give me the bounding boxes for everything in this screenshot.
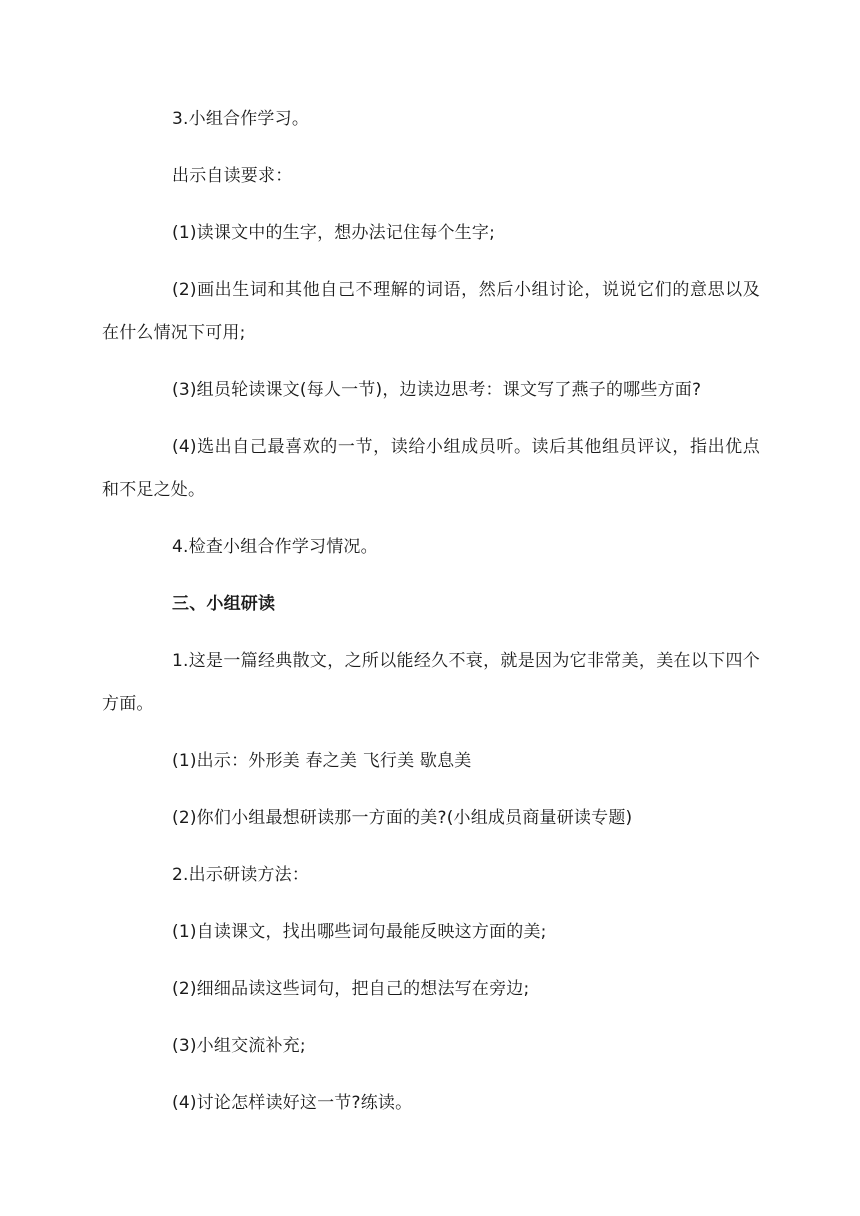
document-body xyxy=(102,98,760,1125)
paragraph-reading-requirements: 出示自读要求： xyxy=(172,166,293,186)
section-heading: 三、小组研读 xyxy=(172,594,276,614)
paragraph-method-2: (2)细细品读这些词句，把自己的想法写在旁边; xyxy=(172,979,530,999)
paragraph-requirement-2: (2)画出生词和其他自己不理解的词语，然后小组讨论，说说它们的意思以及在什么情况下可用; xyxy=(102,280,760,343)
paragraph-check-study: 4.检查小组合作学习情况。 xyxy=(172,537,378,557)
paragraph-group-study: 3.小组合作学习。 xyxy=(172,109,310,129)
paragraph-method-1: (1)自读课文，找出哪些词句最能反映这方面的美; xyxy=(172,922,547,942)
paragraph-method-3: (3)小组交流补充; xyxy=(172,1036,306,1056)
paragraph-requirement-4: (4)选出自己最喜欢的一节，读给小组成员听。读后其他组员评议，指出优点和不足之处。 xyxy=(102,437,760,500)
paragraph-choose-aspect: (2)你们小组最想研读那一方面的美?(小组成员商量研读专题) xyxy=(172,808,633,828)
paragraph-method-4: (4)讨论怎样读好这一节?练读。 xyxy=(172,1093,413,1113)
paragraph-study-method: 2.出示研读方法： xyxy=(172,865,310,885)
paragraph-requirement-3: (3)组员轮读课文(每人一节)，边读边思考：课文写了燕子的哪些方面? xyxy=(172,380,702,400)
paragraph-show-aspects: (1)出示：外形美 春之美 飞行美 歇息美 xyxy=(172,751,472,771)
paragraph-classic-prose: 1.这是一篇经典散文，之所以能经久不衰，就是因为它非常美，美在以下四个方面。 xyxy=(102,651,760,714)
paragraph-requirement-1: (1)读课文中的生字，想办法记住每个生字; xyxy=(172,223,496,243)
